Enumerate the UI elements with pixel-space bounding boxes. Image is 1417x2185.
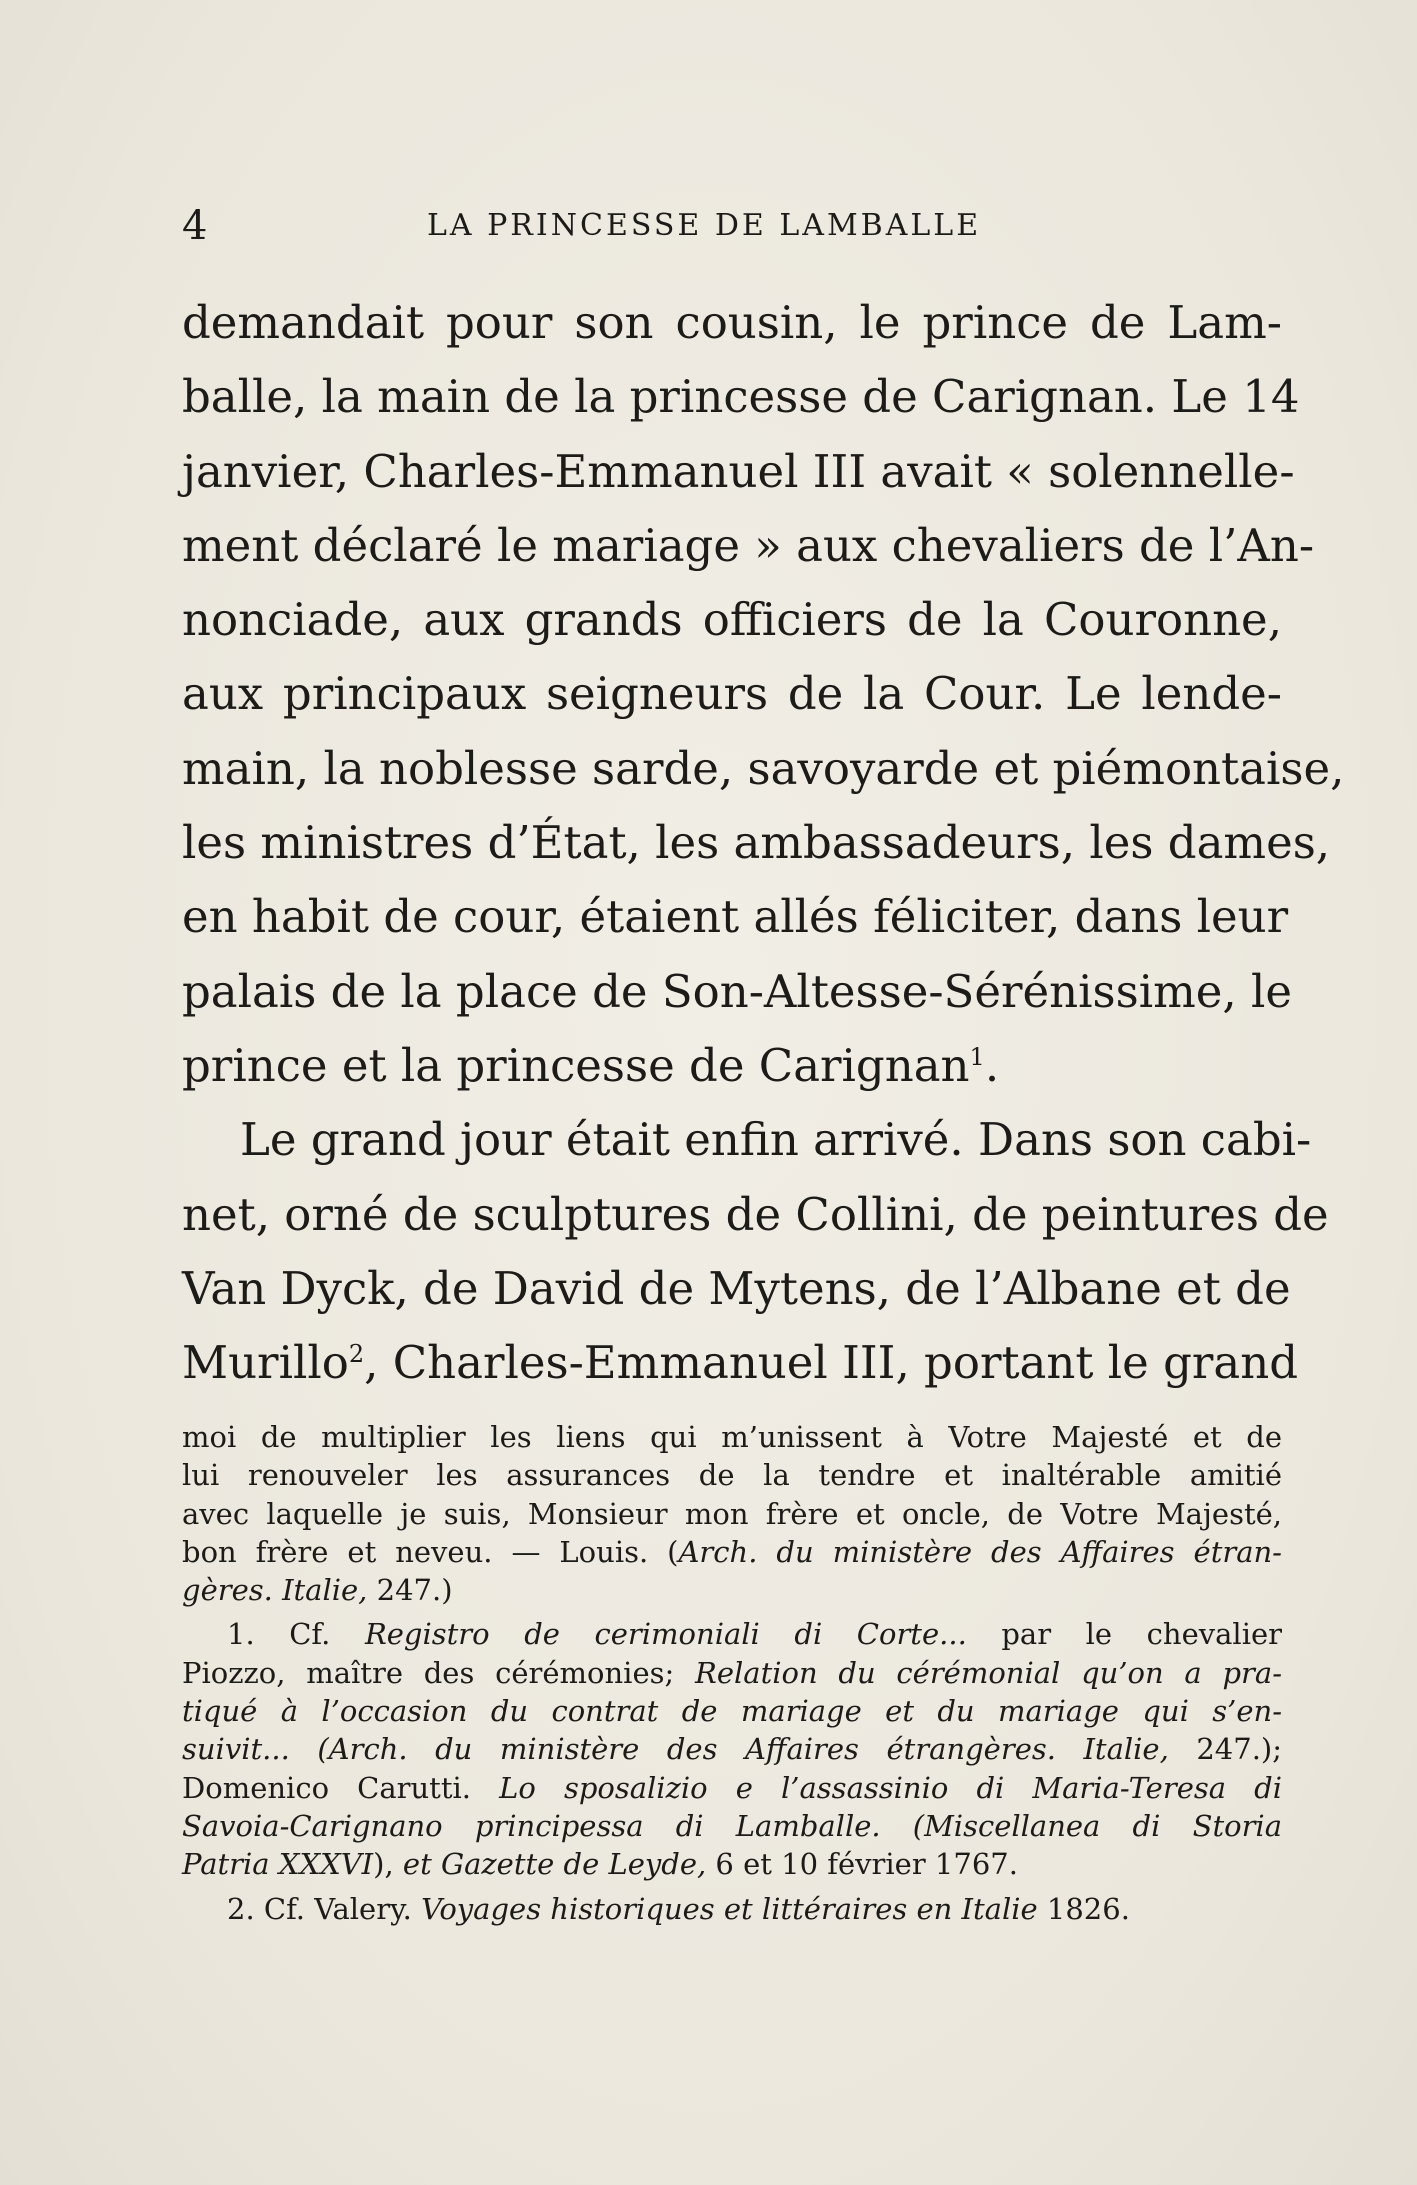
text-line: ment déclaré le mariage » aux chevaliers de l’An- bbox=[182, 518, 1315, 572]
text-line: Van Dyck, de David de Mytens, de l’Albane et de bbox=[182, 1261, 1291, 1315]
text-line: main, la noblesse sarde, savoyarde et piémontaise, bbox=[182, 741, 1345, 795]
text-line: les ministres d’État, les ambassadeurs, les dames, bbox=[182, 816, 1331, 870]
footnote-line: moi de multiplier les liens qui m’unissent à Votre Majesté et de bbox=[182, 1420, 1282, 1454]
footnote-line: gères. Italie, 247.) bbox=[182, 1573, 453, 1608]
paragraph-start-line: Le grand jour était enfin arrivé. Dans son cabi- bbox=[240, 1113, 1312, 1167]
footnote-line: avec laquelle je suis, Monsieur mon frère et oncle, de Votre Majesté, bbox=[182, 1496, 1282, 1531]
text-line: janvier, Charles-Emmanuel III avait « solennelle- bbox=[182, 444, 1295, 498]
running-title: LA PRINCESSE DE LAMBALLE bbox=[427, 208, 982, 243]
footnote-line: Patria XXXVI), et Gazette de Leyde, 6 et 10 février 1767. bbox=[182, 1847, 1018, 1882]
text-line: demandait pour son cousin, le prince de Lam- bbox=[182, 296, 1282, 349]
footnote-line: bon frère et neveu. — Louis. (Arch. du ministère des Affaires étran- bbox=[182, 1534, 1282, 1569]
text-line: net, orné de sculptures de Collini, de peintures de bbox=[182, 1187, 1329, 1241]
text-line: aux principaux seigneurs de la Cour. Le lende- bbox=[182, 667, 1282, 721]
footnote-line: suivit... (Arch. du ministère des Affaires étrangères. Italie, 247.); bbox=[182, 1732, 1282, 1767]
footnote-ref-2: 2 bbox=[348, 1340, 365, 1369]
page-number: 4 bbox=[182, 203, 208, 249]
footnote-line: lui renouveler les assurances de la tendre et inaltérable amitié bbox=[182, 1458, 1282, 1493]
running-head bbox=[182, 198, 1282, 258]
footnote-2: 2. Cf. Valery. Voyages historiques et littéraires en Italie 1826. bbox=[227, 1891, 1130, 1926]
footnote-line: tiqué à l’occasion du contrat de mariage et du mariage qui s’en- bbox=[182, 1694, 1282, 1729]
text-line: prince et la princesse de Carignan$^1$. bbox=[182, 1038, 1000, 1092]
text-line: balle, la main de la princesse de Carignan. Le 14 bbox=[182, 370, 1300, 424]
text-line: palais de la place de Son-Altesse-Sérénissime, le bbox=[182, 964, 1293, 1018]
text-line: nonciade, aux grands officiers de la Couronne, bbox=[182, 593, 1282, 647]
footnote-line: Savoia-Carignano principessa di Lamballe. (Miscellanea di Storia bbox=[182, 1808, 1282, 1843]
main-text bbox=[182, 286, 1345, 1400]
text-line: Murillo$^2$, Charles-Emmanuel III, portant le grand bbox=[182, 1336, 1299, 1390]
footnote-line: Piozzo, maître des cérémonies; Relation du cérémonial qu’on a pra- bbox=[182, 1655, 1282, 1690]
text-line: en habit de cour, étaient allés féliciter, dans leur bbox=[182, 890, 1289, 944]
footnotes bbox=[182, 1418, 1282, 1928]
footnote-1: 1. Cf. Registro de cerimoniali di Corte... par le chevalier bbox=[227, 1617, 1282, 1652]
footnote-ref-1: 1 bbox=[969, 1042, 985, 1071]
footnote-line: Domenico Carutti. Lo sposalizio e l’assassinio di Maria-Teresa di bbox=[182, 1770, 1283, 1805]
